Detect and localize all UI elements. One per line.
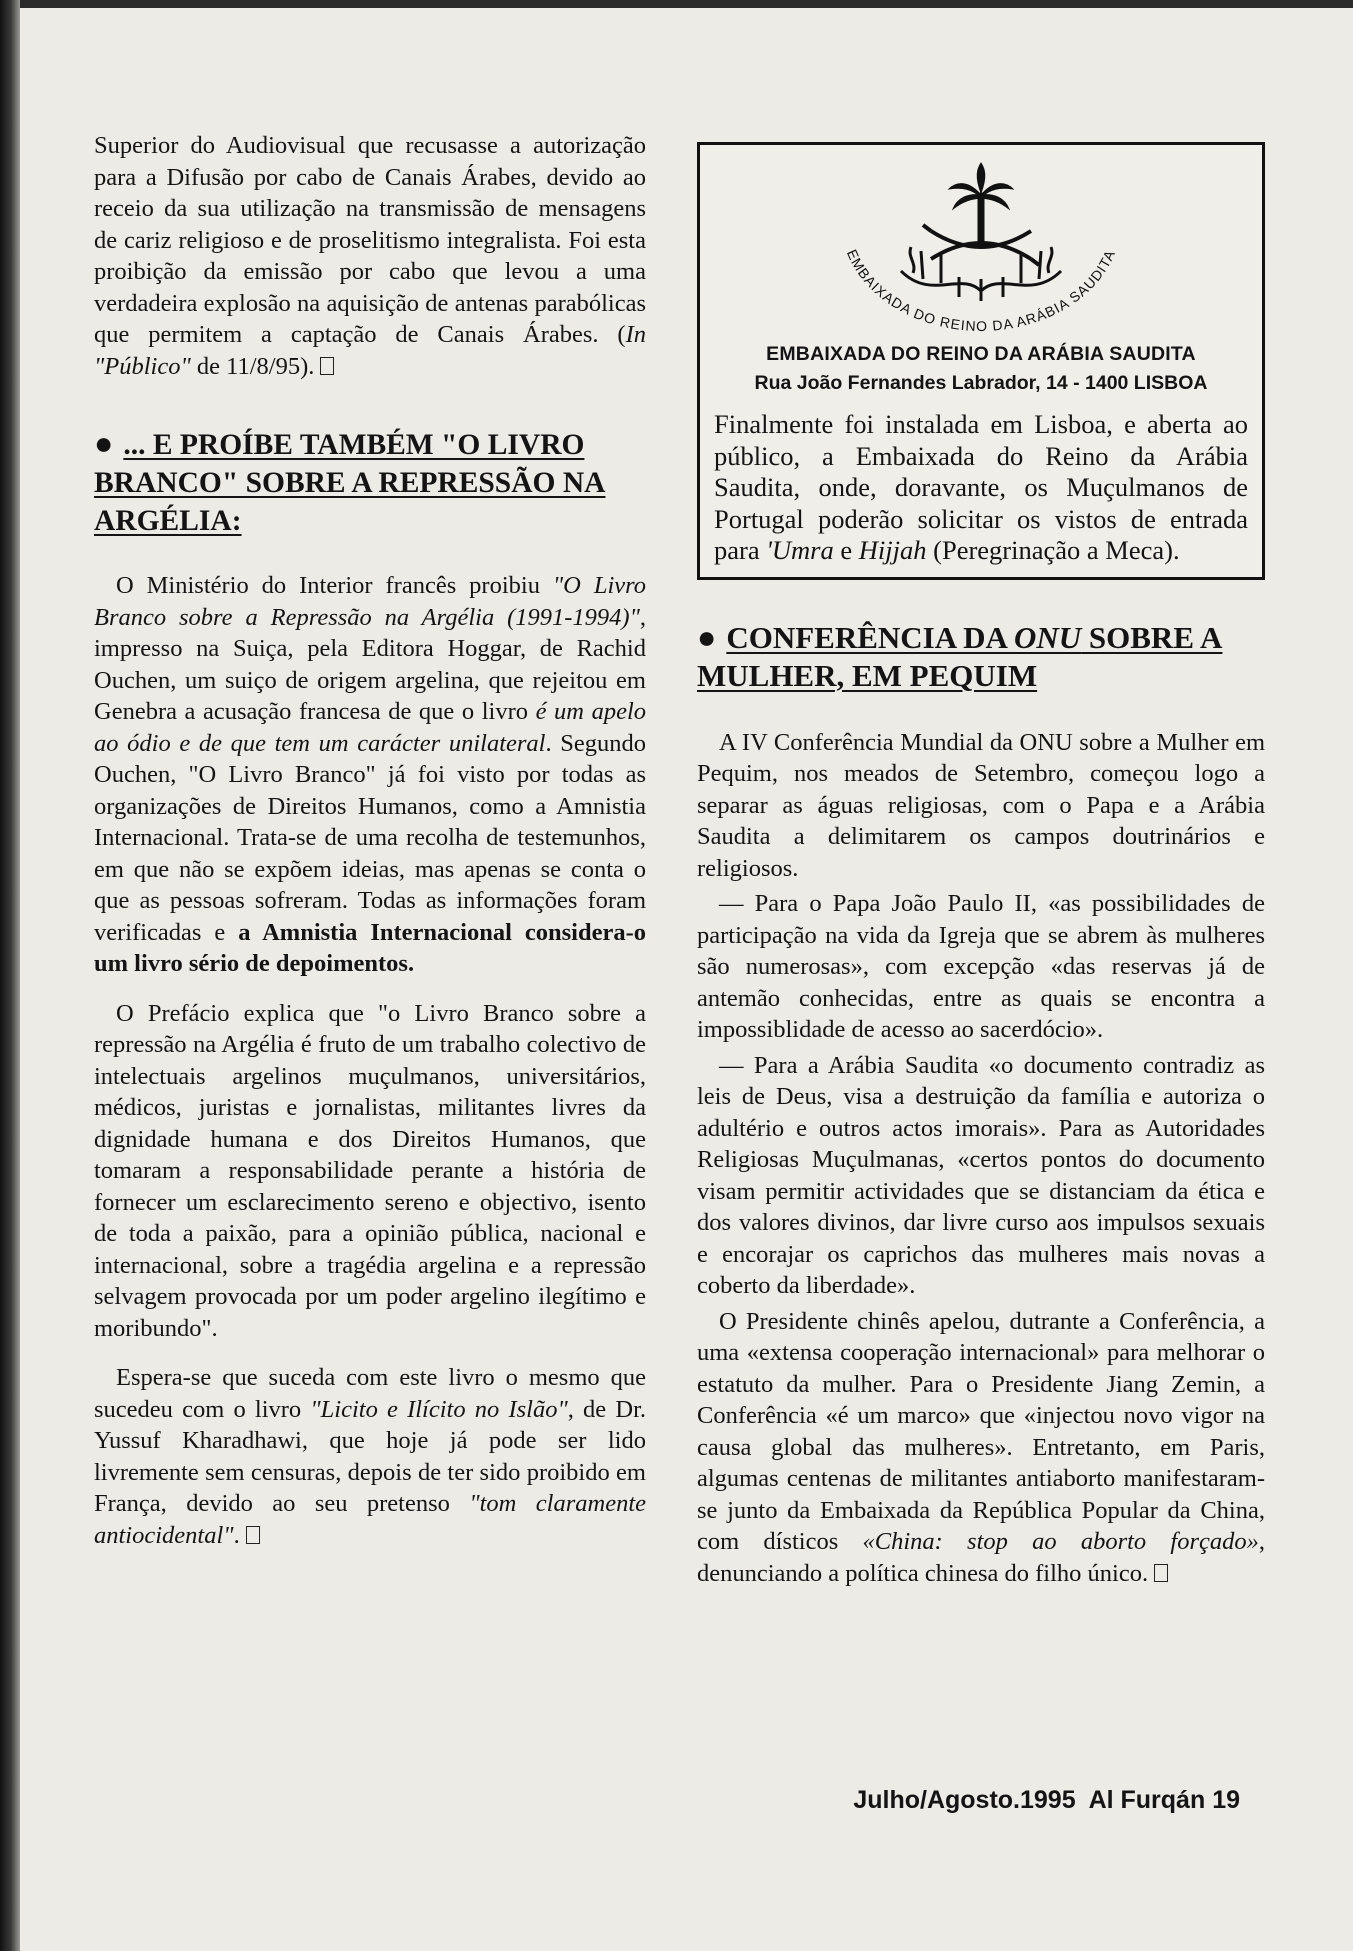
protest-sign-text: «China: stop ao aborto forçado»: [862, 1528, 1259, 1555]
book-title: "Licito e Ilícito no Islão": [310, 1395, 568, 1423]
embassy-announcement-text: [714, 409, 1248, 567]
end-square-icon: [320, 357, 334, 375]
magazine-page: [20, 8, 1353, 1951]
paragraph-text: A IV Conferência Mundial da ONU sobre a Mulher em Pequim, nos meados de Setembro, começou logo a separar as águas religiosas, com o Papa e a Arábia Saudita a delimitarem os campos doutrinários e religiosos.: [697, 728, 1265, 882]
paragraph-text: Superior do Audiovisual que recusasse a autorização para a Difusão por cabo de Canais Árabes, devido ao receio da sua utilização na transmissão de mensagens de cariz religioso e de proselitismo integralista. Foi esta proibição da emissão por cabo que levou a uma verdadeira explosão na aquisição de antenas parabólicas que permitem a captação de Canais Árabes. (: [94, 132, 646, 348]
hijjah-term: Hijjah: [858, 535, 927, 565]
embassy-address: Rua João Fernandes Labrador, 14 - 1400 LISBOA: [754, 372, 1208, 394]
source-date: de 11/8/95).: [190, 352, 315, 380]
article-paragraph: [94, 998, 646, 1345]
source-publication: "Público": [94, 352, 191, 380]
article-headline-livro-branco: [94, 424, 646, 540]
saudi-embassy-emblem-icon: [781, 151, 1181, 341]
page-footer: [820, 1786, 1240, 1815]
issue-date: Julho/Agosto.1995: [853, 1786, 1076, 1814]
source-in: In: [625, 321, 646, 348]
paragraph-text: . Segundo Ouchen, "O Livro Branco" já foi visto por todas as organizações de Direitos Humanos, como a Amnistia Internacional. Trata-se de uma recolha de testemunhos, em que não se expõem ideias, mas apenas se conta o que as pessoas sofreram. Todas as informações foram verificadas e: [94, 729, 646, 946]
paragraph-text: O Prefácio explica que "o Livro Branco sobre a repressão na Argélia é fruto de um trabalho colectivo de intelectuais argelinos muçulmanos, universitários, médicos, juristas e jornalistas, militantes livres da dignidade humana e dos Direitos Humanos, que tomaram a responsabilidade perante a história de fornecer um esclarecimento sereno e objectivo, isento de toda a paixão, para a opinião pública, nacional e internacional, sobre a tragédia argelina e a repressão selvagem provocada por um poder argelino ilegítimo e moribundo".: [94, 999, 646, 1342]
headline-onu: ONU: [1013, 619, 1082, 655]
magazine-name: Al Furqán: [1088, 1786, 1206, 1814]
headline-text: CONFERÊNCIA DA: [726, 619, 1014, 655]
headline-text: SOBRE A MULHER, EM PEQUIM: [697, 619, 1223, 693]
bullet-icon: ●: [697, 618, 717, 655]
paragraph-text: — Para a Arábia Saudita «o documento contradiz as leis de Deus, visa a destruição da família e autoriza o adultério e outros actos imorais». Para as Autoridades Religiosas Muçulmanas, «certos pontos do documento visam permitir actividades que se distanciam da ética e dos valores divinos, dar livre curso aos impulsos sexuais e encorajar os caprichos das mulheres mais novas a coberto da liberdade».: [697, 1051, 1265, 1299]
paragraph-text: Espera-se que suceda com este livro o mesmo que sucedeu com o livro: [94, 1364, 646, 1423]
embassy-name: EMBAIXADA DO REINO DA ARÁBIA SAUDITA: [766, 343, 1196, 365]
bold-statement: a Amnistia Internacional considera-o um livro sério de depoimentos.: [94, 918, 646, 977]
end-square-icon: [246, 1526, 260, 1544]
article-paragraph: [94, 570, 646, 980]
embassy-announcement-box: [697, 142, 1265, 580]
quoted-phrase: "tom claramente antiocidental": [94, 1490, 646, 1549]
book-title: "O Livro Branco sobre a Repressão na Argélia (1991-1994)": [94, 572, 646, 631]
headline-text: ... E PROÍBE TAMBÉM "O LIVRO BRANCO" SOBRE A REPRESSÃO NA ARGÉLIA:: [94, 429, 606, 537]
paragraph-text: .: [233, 1521, 240, 1549]
paragraph-text: — Para o Papa João Paulo II, «as possibilidades de participação na vida da Igreja que se abrem às mulheres são numerosas», com excepção «das reservas já de antemão conhecidas, entre as quais se encontra a impossiblidade de acesso ao sacerdócio».: [697, 890, 1265, 1043]
article-paragraph: [697, 888, 1265, 1046]
article-headline-conferencia: [697, 618, 1265, 695]
article-paragraph: [697, 1306, 1265, 1590]
paragraph-text: O Presidente chinês apelou, dutrante a Conferência, a uma «extensa cooperação internacional» para melhorar o estatuto da mulher. Para o Presidente Jiang Zemin, a Conferência «é um marco» que «injectou novo vigor na causa global das mulheres». Entretanto, em Paris, algumas centenas de militantes antiaborto manifestaram-se junto da Embaixada da República Popular da China, com dísticos: [697, 1307, 1265, 1555]
article-continuation-paragraph: [94, 130, 646, 382]
quoted-accusation: é um apelo ao ódio e de que tem um carácter unilateral: [94, 698, 647, 757]
paragraph-text: (Peregrinação a Meca).: [926, 535, 1180, 565]
book-spine-shadow: [0, 0, 20, 1951]
seal-lettering: EMBAIXADA DO REINO DA ARÁBIA SAUDITA: [843, 246, 1119, 335]
left-column: [94, 130, 646, 1551]
bullet-icon: ●: [94, 425, 114, 461]
article-paragraph: [697, 727, 1265, 885]
paragraph-text: Finalmente foi instalada em Lisboa, e aberta ao público, a Embaixada do Reino da Arábia Saudita, onde, doravante, os Muçulmanos de Portugal poderão solicitar os vistos de entrada para: [714, 409, 1248, 565]
right-column: [697, 142, 1265, 1589]
end-square-icon: [1154, 1564, 1168, 1582]
article-paragraph: [697, 1050, 1265, 1302]
paragraph-text: O Ministério do Interior francês proibiu: [116, 572, 553, 599]
paragraph-text: , denunciando a política chinesa do filho único.: [697, 1528, 1265, 1587]
paragraph-text: , impresso na Suiça, pela Editora Hoggar, de Rachid Ouchen, um suiço de origem argelina, que rejeitou em Genebra a acusação francesa de que o livro: [94, 603, 646, 725]
umra-term: 'Umra: [766, 535, 834, 565]
paragraph-text: e: [833, 535, 859, 565]
article-paragraph: [94, 1362, 646, 1551]
page-number: 19: [1212, 1786, 1240, 1814]
paragraph-text: , de Dr. Yussuf Kharadhawi, que hoje já pode ser lido livremente sem censuras, depois de ter sido proibido em França, devido ao seu pretenso: [94, 1395, 646, 1517]
